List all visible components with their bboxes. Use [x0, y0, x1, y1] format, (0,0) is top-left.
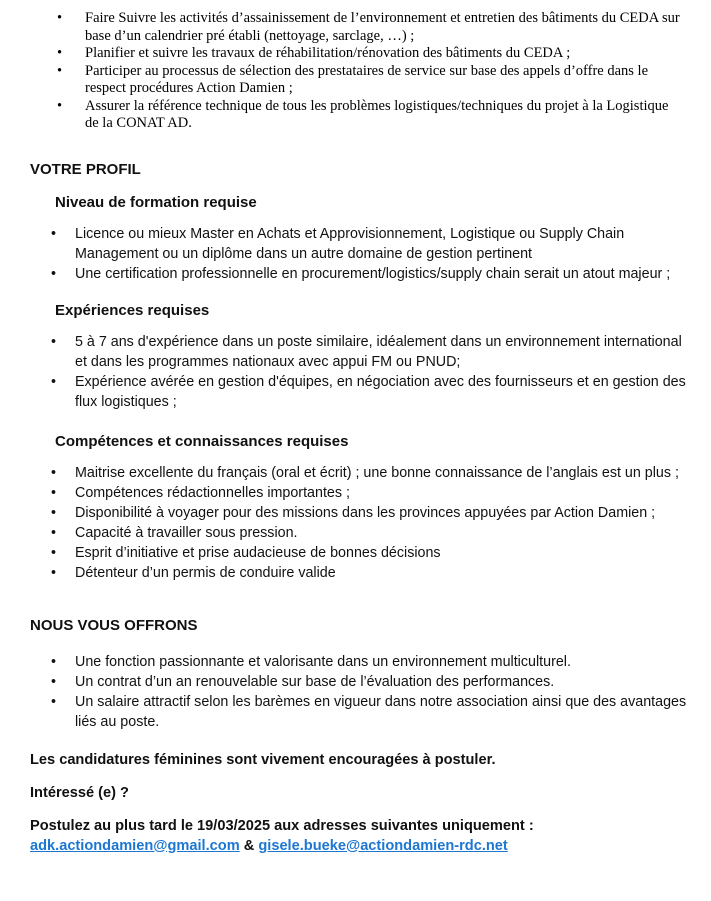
bullet-item: • Un salaire attractif selon les barèmes en vigueur dans notre association ainsi que des avantages liés au poste. — [0, 692, 693, 732]
email-link-primary[interactable]: adk.actiondamien@gmail.com — [30, 837, 240, 854]
subsection-heading-education: Niveau de formation requise — [55, 193, 257, 211]
bullet-item: • Disponibilité à voyager pour des missions dans les provinces appuyées par Action Damien ; — [0, 503, 693, 523]
bullet-item: • Licence ou mieux Master en Achats et Approvisionnement, Logistique ou Supply Chain Management ou un diplôme dans un autre domaine de gestion pertinent — [0, 224, 693, 264]
subsection-heading-skills: Compétences et connaissances requises — [55, 432, 349, 450]
education-bullet-list — [0, 224, 711, 284]
bullet-item: • Esprit d’initiative et prise audacieuse de bonnes décisions — [0, 543, 693, 563]
bullet-item: • Capacité à travailler sous pression. — [0, 523, 693, 543]
subsection-heading-experience: Expériences requises — [55, 301, 210, 319]
bullet-item: • Détenteur d’un permis de conduire valide — [0, 563, 693, 583]
email-separator: & — [243, 837, 255, 854]
apply-deadline-instruction: Postulez au plus tard le 19/03/2025 aux adresses suivantes uniquement : — [30, 817, 534, 834]
email-link-secondary[interactable]: gisele.bueke@actiondamien-rdc.net — [258, 837, 508, 854]
bullet-item: • Une fonction passionnante et valorisante dans un environnement multiculturel. — [0, 652, 693, 672]
bullet-item: • Une certification professionnelle en procurement/logistics/supply chain serait un atout majeur ; — [0, 264, 693, 284]
experience-bullet-list — [0, 332, 711, 412]
section-heading-profile: VOTRE PROFIL — [30, 160, 141, 178]
bullet-item: • Participer au processus de sélection des prestataires de service sur base des appels d’offre dans le respect procédures Action Damien ; — [0, 63, 685, 98]
female-applicants-note: Les candidatures féminines sont vivement encouragées à postuler. — [30, 751, 496, 768]
bullet-item: • Planifier et suivre les travaux de réhabilitation/rénovation des bâtiments du CEDA ; — [0, 45, 685, 63]
interested-question: Intéressé (e) ? — [30, 784, 129, 801]
bullet-item: • 5 à 7 ans d'expérience dans un poste similaire, idéalement dans un environnement international et dans les programmes nationaux avec appui FM ou PNUD; — [0, 332, 693, 372]
bullet-item: • Un contrat d’un an renouvelable sur base de l’évaluation des performances. — [0, 672, 693, 692]
skills-bullet-list — [0, 463, 711, 583]
bullet-item: • Assurer la référence technique de tous les problèmes logistiques/techniques du projet à la Logistique de la CONAT AD. — [0, 98, 685, 133]
offer-bullet-list — [0, 652, 711, 732]
bullet-item: • Expérience avérée en gestion d'équipes, en négociation avec des fournisseurs et en gestion des flux logistiques ; — [0, 372, 693, 412]
bullet-item: • Maitrise excellente du français (oral et écrit) ; une bonne connaissance de l’anglais est un plus ; — [0, 463, 693, 483]
section-heading-offer: NOUS VOUS OFFRONS — [30, 616, 198, 634]
bullet-item: • Faire Suivre les activités d’assainissement de l’environnement et entretien des bâtiments du CEDA sur base d’un calendrier pré établi (nettoyage, sarclage, …) ; — [0, 10, 685, 45]
intro-bullet-list — [0, 10, 711, 133]
application-emails-line — [30, 836, 711, 856]
bullet-item: • Compétences rédactionnelles importantes ; — [0, 483, 693, 503]
